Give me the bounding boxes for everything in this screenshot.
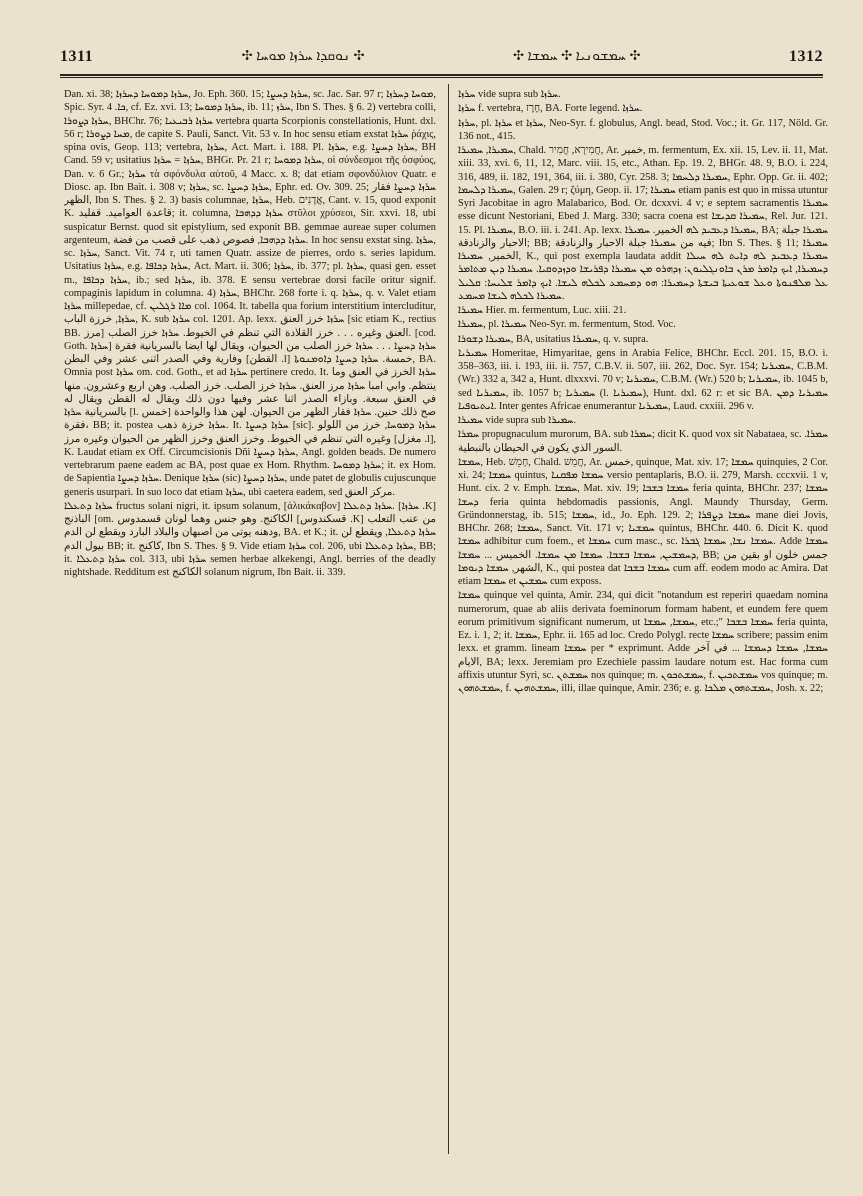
entry-paragraph: ܚܡܝܪܐ, ܚܡܝܪܐ, Chald. חֲמִירָא, חֲמִיר, Ar. خمير, m. fermentum, Ex. xii. 15, Lev. ii. 11, Mat. xiii. 33, xvi. 6, 11, 12, Marc. viii. 15, etc., Athan. Ep. 19. 2, BHGr. 48. 9, B.O. i. 224, 316, 489, ii. 182, 191, 364, iii. i. 380, Cyr. 258. 3; ܚܡܝܪܐ ܕܠܚܡܐ, Ephr. Opp. Gr. ii. 402; ܚܡܝܪܐ ܕܠܚܡܐ, Galen. 29 r; ζύμη, Geop. ii. 17; ܚܡܝܪܐ etiam panis est quo in missa utuntur Syri Jacobitae in agro Malabarico, Bod. Or. dcxxvi. 4 v; e septem sacramentis ܚܡܝܪܐ esse dicunt Nestoriani, Ebed J. Marg. 330; sacra coena est ܚܡܝܪܐ ܩܕܝܫܐ, Rel. Jur. 121. 15. Pl. ܚܡܝܪܐ, B.O. iii. i. 241. Ap. lexx. ܚܡܝܪܐ ܕܥܒܝܕ ܠܗ الخمير. ܚܡܝܪܐ, BA; ܚܡܝܪܐ جبلة الاحبار والزنادقة; BB; فيه من ܚܡܝܪܐ جبلة الاحبار والزنادقة; Ibn S. Thes. § 11; ܚܡܝܪܐ الخمير, ܚܡܝܪܐ, K., qui post exempla laudata addit ܚܡܝܪܐ ܕܥܒܝܕ ܠܗ ܕܐܝܬ ܠܗ ܚܝܠܐ ܕܚܡܝܪܐ, ܐܝܟ ܕܐܡܪ ܡܪܢ ܒܐܘܢܓܠܝܘܢ: ܙܕܗܪܘ ܡܢ ܚܡܝܪܐ ܕܦܪܝܫܐ ܘܕܙܕܘܩܝܐ. ܚܡܝܪܐ ܕܝܢ ܡܬܐܡܪ ܥܠ ܡܠܦܢܘܬܐ ܘܥܠ ܫܘܥܝܬܐ ܒܝܫܬܐ ܕܚܡܝܪܐ: ܗܘ ܕܡܚܡܥ ܠܟܠܗ ܠܝܫܐ. ܐܝܟ ܕܐܡܪ ܫܠܝܚܐ: ܩܠܝܠ ܚܡܝܪܐ ܠܟܠܗ ܠܝܫܐ ܡܚܡܥ. xyxy=(458,145,828,302)
right-running-head: ✣ ܚܡܫܘܢܝܐ ✣ ܚܡܫܐ ✣ xyxy=(512,49,641,64)
entry-paragraph: ܚܡܝܪܐ, pl. ܚܡܝܪܐ Neo-Syr. m. fermentum, Stod. Voc. xyxy=(458,319,676,331)
entry-paragraph: ܚܡܝܪܝܐ Homeritae, Himyaritae, gens in Arabia Felice, BHChr. Eccl. 201. 15, B.O. i. 358–363, iii. i. 193, iii. ii. 757, C.B.V. ii. 507, iii. 262, Doc. Syr. 154; ܚܡܝܪܝܐ, C.B.M. (Wr.) 332 a, 342 a, Hunt. dlxxxvi. 70 v; ܚܡܝܪܝܐ, C.B.M. (Wr.) 520 b; ܚܡܝܪܝܐ, ib. 1045 b, sed ܚܡܝܪܝܐ, ib. 1057 b; ܚܡܝܪܝܐ (l. ܚܡܝܪܝܐ), Hunt. dxl. 62 r: et sic BA. ܚܡܝܪܝܐ ܕܡܢ ܐܝܬܝܘܦܝܐ. Inter gentes Africae enumerantur ܚܡܝܪܝܐ, Laud. cxxiii. 296 v. xyxy=(458,347,828,412)
entry-paragraph: ܚܪܙܐ vide supra sub ܚܪܙܐ. xyxy=(458,89,561,100)
left-page-number: 1311 xyxy=(60,48,94,65)
column-divider xyxy=(448,84,449,1154)
entry-paragraph: ܚܡܫܐ quinque vel quinta, Amir. 234, qui dicit "notandum est reperiri quaedam nomina numerorum, quae ab aliis derivata foeminorum formam habent, et eundem fere quem eorum primitivum significant numerum, ut ܚܡܫܐ, ܚܡܫܐ, etc.;" ܚܡܫܐ ܒܫܒܐ feria quinta, Ez. i. 1, 2; it. ܚܡܫܐ, Ephr. ii. 165 ad loc. Credo Polygl. recte ܚܡܫܐ scribere; passim enim lexx. et gramm. lineam ܚܡܫܐ per * exprimunt. Adde ܚܡܫܐ, ܚܡܫܐ ܕܚܡܫܐ ... في آخر الايام, BA; lexx. Jeremiam pro Ezechiele passim laudare notum est. Hac forma cum affixis utuntur Syri, sc. ܚܡܫܬܢ nos quinque; m. ܚܡܫܬܟܘܢ, f. ܚܡܫܬܟܝܢ vos quinque; m. ܚܡܫܬܗܘܢ, f. ܚܡܫܬܗܝܢ, illi, illae quinque, Amir. 236; e. g. ܚܡܫܬܗܘܢ ܡܠܟܐ, Josh. x. 22; xyxy=(458,590,828,694)
right-page-number: 1312 xyxy=(788,48,823,65)
entry-paragraph: ܚܡܫܐ, Heb. חָמֵשׁ, Chald. חֲמֵשׁ, Ar. خمس, quinque, Mat. xiv. 17; ܚܡܫܐ quinquies, 2 Cor. xi. 24; ܚܡܫܐ quintus, ܚܡܫܐ ܡܦܩܢܐ versio pentaplaris, B.O. ii. 279, Marsh. cccxvii. 1 v, Hunt. cix. 2 v. Emph. ܚܡܫܐ, Mat. xiv. 19; ܚܡܫܐ ܒܫܒܐ feria quinta, BHChr. 237; ܚܡܫܐ ܕܚܫܐ feria quinta hebdomadis passionis, Angl. Maundy Thursday, Germ. Gründonnerstag, ib. 515; ܚܡܫܐ, id., Jo. Eph. 129. 2; ܚܡܫܐ ܕܨܦܪܐ mane diei Jovis, BHChr. 268; ܚܡܫܐ, Sanct. Vit. 171 v; ܚܡܫܝܐ quintus, BHChr. 440. 6. Dicit K. quod ܚܡܫܐ adhibitur cum foem., et ܚܡܫܐ cum masc., sc. ܚܡܫܐ ܢܫܐ, ܚܡܫܐ ܓܒܪܐ. Adde ܚܡܫܐ ܕܚܡܫܝܢ, ܚܡܫܐ ܒܫܒܐ. ܚܡܫܐ ܡܢ ܚܡܫܐ. الخميس ... ܚܡܫܐ, BB; جمس خلون او بقين من الشهر, ܚܡܫܐ ܕܝܘܡܐ, K., qui postea dat ܚܡܫܐ ܒܫܒܐ cum aff. eodem modo ac Amira. Dat etiam ܚܡܫܐ et ܚܡܫܝܢ cum exposs. xyxy=(458,456,828,587)
entry-paragraph: ܚܡܝܪܐ Hier. m. fermentum, Luc. xiii. 21. xyxy=(458,305,627,316)
right-column xyxy=(458,88,828,1148)
entry-paragraph: ܚܡܝܪܐ ܕܫܘܪܐ, BA, usitatius ܚܡܝܪܐ, q. v. supra. xyxy=(458,333,649,345)
left-running-head: ✣ ܢܘܩܕܐ ܚܪܙܐ ܡܘܚܐ ✣ xyxy=(241,49,365,64)
entry-paragraph: ܚܪܙܐ ܕܬܥܠܐ fructus solani nigri, it. ipsum solanum, [ἀλικάκαβον] ܚܪܙܐ ܕܬܥܠܐ. [ܚܪܙܐ .K] الباذنج [om. الكاكنج. وهو جنس وهما لونان قسمدوس [قسكندوس .K] من عنب التعلب ودهنه يوتى من اصبهان والبلاد البارد ويقطع لن الدم, BA. et K.; it. ܚܪܙܐ ܕܬܥܠܐ, ويقطع لن بيول الدم BB; it. كاكنج, Ibn S. Thes. § 9. Vide etiam ܚܪܙܐ col. 206, ubi ܚܪܙܐ ܕܬܥܠܐ, BB; it. ܚܪܙܐ ܕܬܥܠܐ col. 313, ubi ܚܪܙܐ semen herbae alkekengi, Angl. berries of the deadly nightshade. Redditum est الكاكنج solanum nigrum, Ibn Bait. ii. 339. xyxy=(64,500,436,578)
entry-paragraph: Dan. xi. 38; ܚܪܙܐ ܕܡܘܚܐ ܕܚܪܙܐ, Jo. Eph. 360. 15; ܚܪܙܐ ܕܚܨܐ, sc. Jac. Sar. 97 r; ܡܘܚܐ ܕܚܪܙܐ, Spic. Syr. ܟܐ. 4, cf. Ez. xvi. 13; ܚܪܙܐ ܕܡܘܚܐ, ib. 11; ܚܪܙ, Ibn S. Thes. § 6. 2) vertebra colli, ܚܪܙܐ ܕܨܘܪܐ, BHChr. 76; ܚܪܙܐ ܪܒܝܥܝܐ vertebra quarta Scorpionis constellationis, Hunt. dxl. 56 r; ܡܚܐ ܕܨܘܪܐ, de capite S. Pauli, Sanct. Vit. 53 v. In hoc sensu etiam exstat ܚܪܙܐ ῥάχις, spina ovis, Geop. 113; vertebra, ܚܪܙܐ, Act. Mart. i. 188. Pl. ܚܪܙܐ, e.g. ܚܪܙܐ ܕܚܨܐ, BH Cand. 59 v; usitatius ܚܪܙܐ = ܚܪܙܐ, BHGr. Pr. 21 r; ܚܪܙܐ ܕܡܘܚܐ, οἱ σύνδεσμοι τῆς ὀσφύος, Dan. v. 6 Gr.; ܚܪܙܐ τὰ σφόνδυλα αὐτοῦ, 4 Macc. x. 8; dat etiam σφονδύλιον Quatr. e Diosc. ap. Ibn Bait. i. 308 v; ܚܪܙܐ, sc. ܚܪܙܐ ܕܚܨܐ, Ephr. ed. Ov. 309. 25; ܚܪܙܐ ܕܚܨܐ فقار الظهر, Ibn S. Thes. § 2. 3) basis columnae, ܚܪܙܐ, Heb. אֲדָנִים, Cant. v. 15, quod exponit K. قاعدة العواميد. قفليد; it. columna, ܚܪܙܐ ܕܕܗܒܐ στῦλοι χρύσεοι, Sir. xxvi. 18, ubi suspicatur Bernst. quod sit epistylium, sed exponit BB. gemmae aureae super columen argenteum, ܚܪܙܐ ܕܕܗܒܐ, فصوص ذهب على قصب من فضة. In hoc sensu exstat sing. ܚܪܙܐ, sc. ܚܪܙܐ, Sanct. Vit. 74 r, uti tamen Quatr. assize de pierres, ordo s. series lapidum. Usitatius ܚܪܙܐ, e.g. ܚܪܙܐ ܕܟܐܦܐ, Act. Mart. ii. 306; ܚܪܙܐ, ib. 377; pl. ܚܪܙܐ, quasi gen. esset m., ܚܪܙܐ ܕܟܐܦܐ, ib.; sed ܚܪܙܐ, ib. 378. E sensu vertebrae dorsi facile oritur signif. compaginis lapidum in columna. 4) ܚܪܙܐ, BHChr. 268 forte i. q. ܚܪܙܐ, q. v. Valet etiam ܚܪܙܐ millepedae, cf. ܡܐܐ ܪܓܠܝܢ col. 1064. It. tabella qua forium interstitium intercluditur, ܚܪܙܐ, خرزة الباب, K. sub ܚܪܙܐ col. 1201. Ap. lexx. ܚܪܙܐ خرز العنق [sic etiam K., rectius BB. مرز] العنق وغيره . . . خرز القلادة التي تنظم في الخيوط. ܚܪܙܐ خرز الصلب. [cod. Goth. ܚܪܙܐ] ܚܪܙܐ ܕܚܨܐ . . . ܚܪܙܐ خرز الصلب من الحيوان، ويقال لها ايضا بالسريانية فقرة وفارية وفي الصدر اثنى عشر وفي البطن [القطن .l] خمسة. ܚܪܙܐ ܕܚܨܐ ܕܐܘܡܢܘܬܐ, BA. Omnia post ܚܪܙܐ om. cod. Goth., et ad ܚܪܙܐ pertinere credo. It. ܚܪܙܐ الخرز في العنق وما ينتظم. وابي امبا ܚܪܙܐ مرز العنق. ܚܪܙܐ خرز الصلب. خرز الصلب. وهن اربع وعشرون. منها في العنق سبعة. وبازاء الصدر اثنا عشر وفيها دون ذلك ويقال له القطن ويقال له بالسريانية ܚܪܙܐ [l. خمس] صح ذلك حنين. ܚܪܙܐ فقار الظهر من الحيوان. لهن هذا والواحدة فقرة، BB; it. postea ܚܪܙܐ خرزة ذهب. It. ܚܪܙܐ ܕܚܨܐ [sic]. ܚܪܙܐ ܕܡܘܚܐ, خرز من اللولو وغيره التي تنظم في الخيوط. وخرز العنق وخرز الظهر من الحيوان وغيره مرز [مغزل .l], K. Laudat etiam ex Off. Circumcisionis Dñi ܚܪܙܐ ܕܚܨܐ, Angl. golden beads. De numero vertebrarum paene eadem ac BA, post quae ex Hom. Rhythm. ܚܪܙܐ ܕܡܘܚܐ; it. ex Hom. de Sapientia ܚܪܙܐ ܕܚܨܐ. Denique ܚܪܙܐ (sic) ܚܪܙܐ ܕܚܨܐ, unde patet de globulis cujuscunque generis usurpari. In suo loco dat etiam ܚܪܙܐ, ubi caetera eadem, sed مركز العنق. xyxy=(64,89,436,498)
entry-paragraph: ܚܡܝܪܐ vide supra sub ܚܡܝܪܐ. xyxy=(458,415,576,426)
page-header xyxy=(60,42,823,72)
entry-paragraph: ܚܪܙܐ f. vertebra, חֶרֶז, BA. Forte legend. ܚܪܙܐ. xyxy=(458,103,643,115)
header-rule-thin xyxy=(60,77,823,78)
left-column xyxy=(64,88,436,1148)
entry-paragraph: ܚܪܙܐ, pl. ܚܪܙܐ et ܚܪܙܐ, Neo-Syr. f. globulus, Angl. bead, Stod. Voc.; it. Gr. 117, Nöld. Gr. 136 not., 415. xyxy=(458,117,828,142)
header-rule xyxy=(60,74,823,76)
entry-paragraph: ܚܡܪܐ propugnaculum murorum, BA. sub ܚܡܪܐ; dicit K. quod vox sit Nabataea, sc. ܚܡܪܐ. السور الذي يكون في الحيطان بالنبطية. xyxy=(458,429,828,454)
